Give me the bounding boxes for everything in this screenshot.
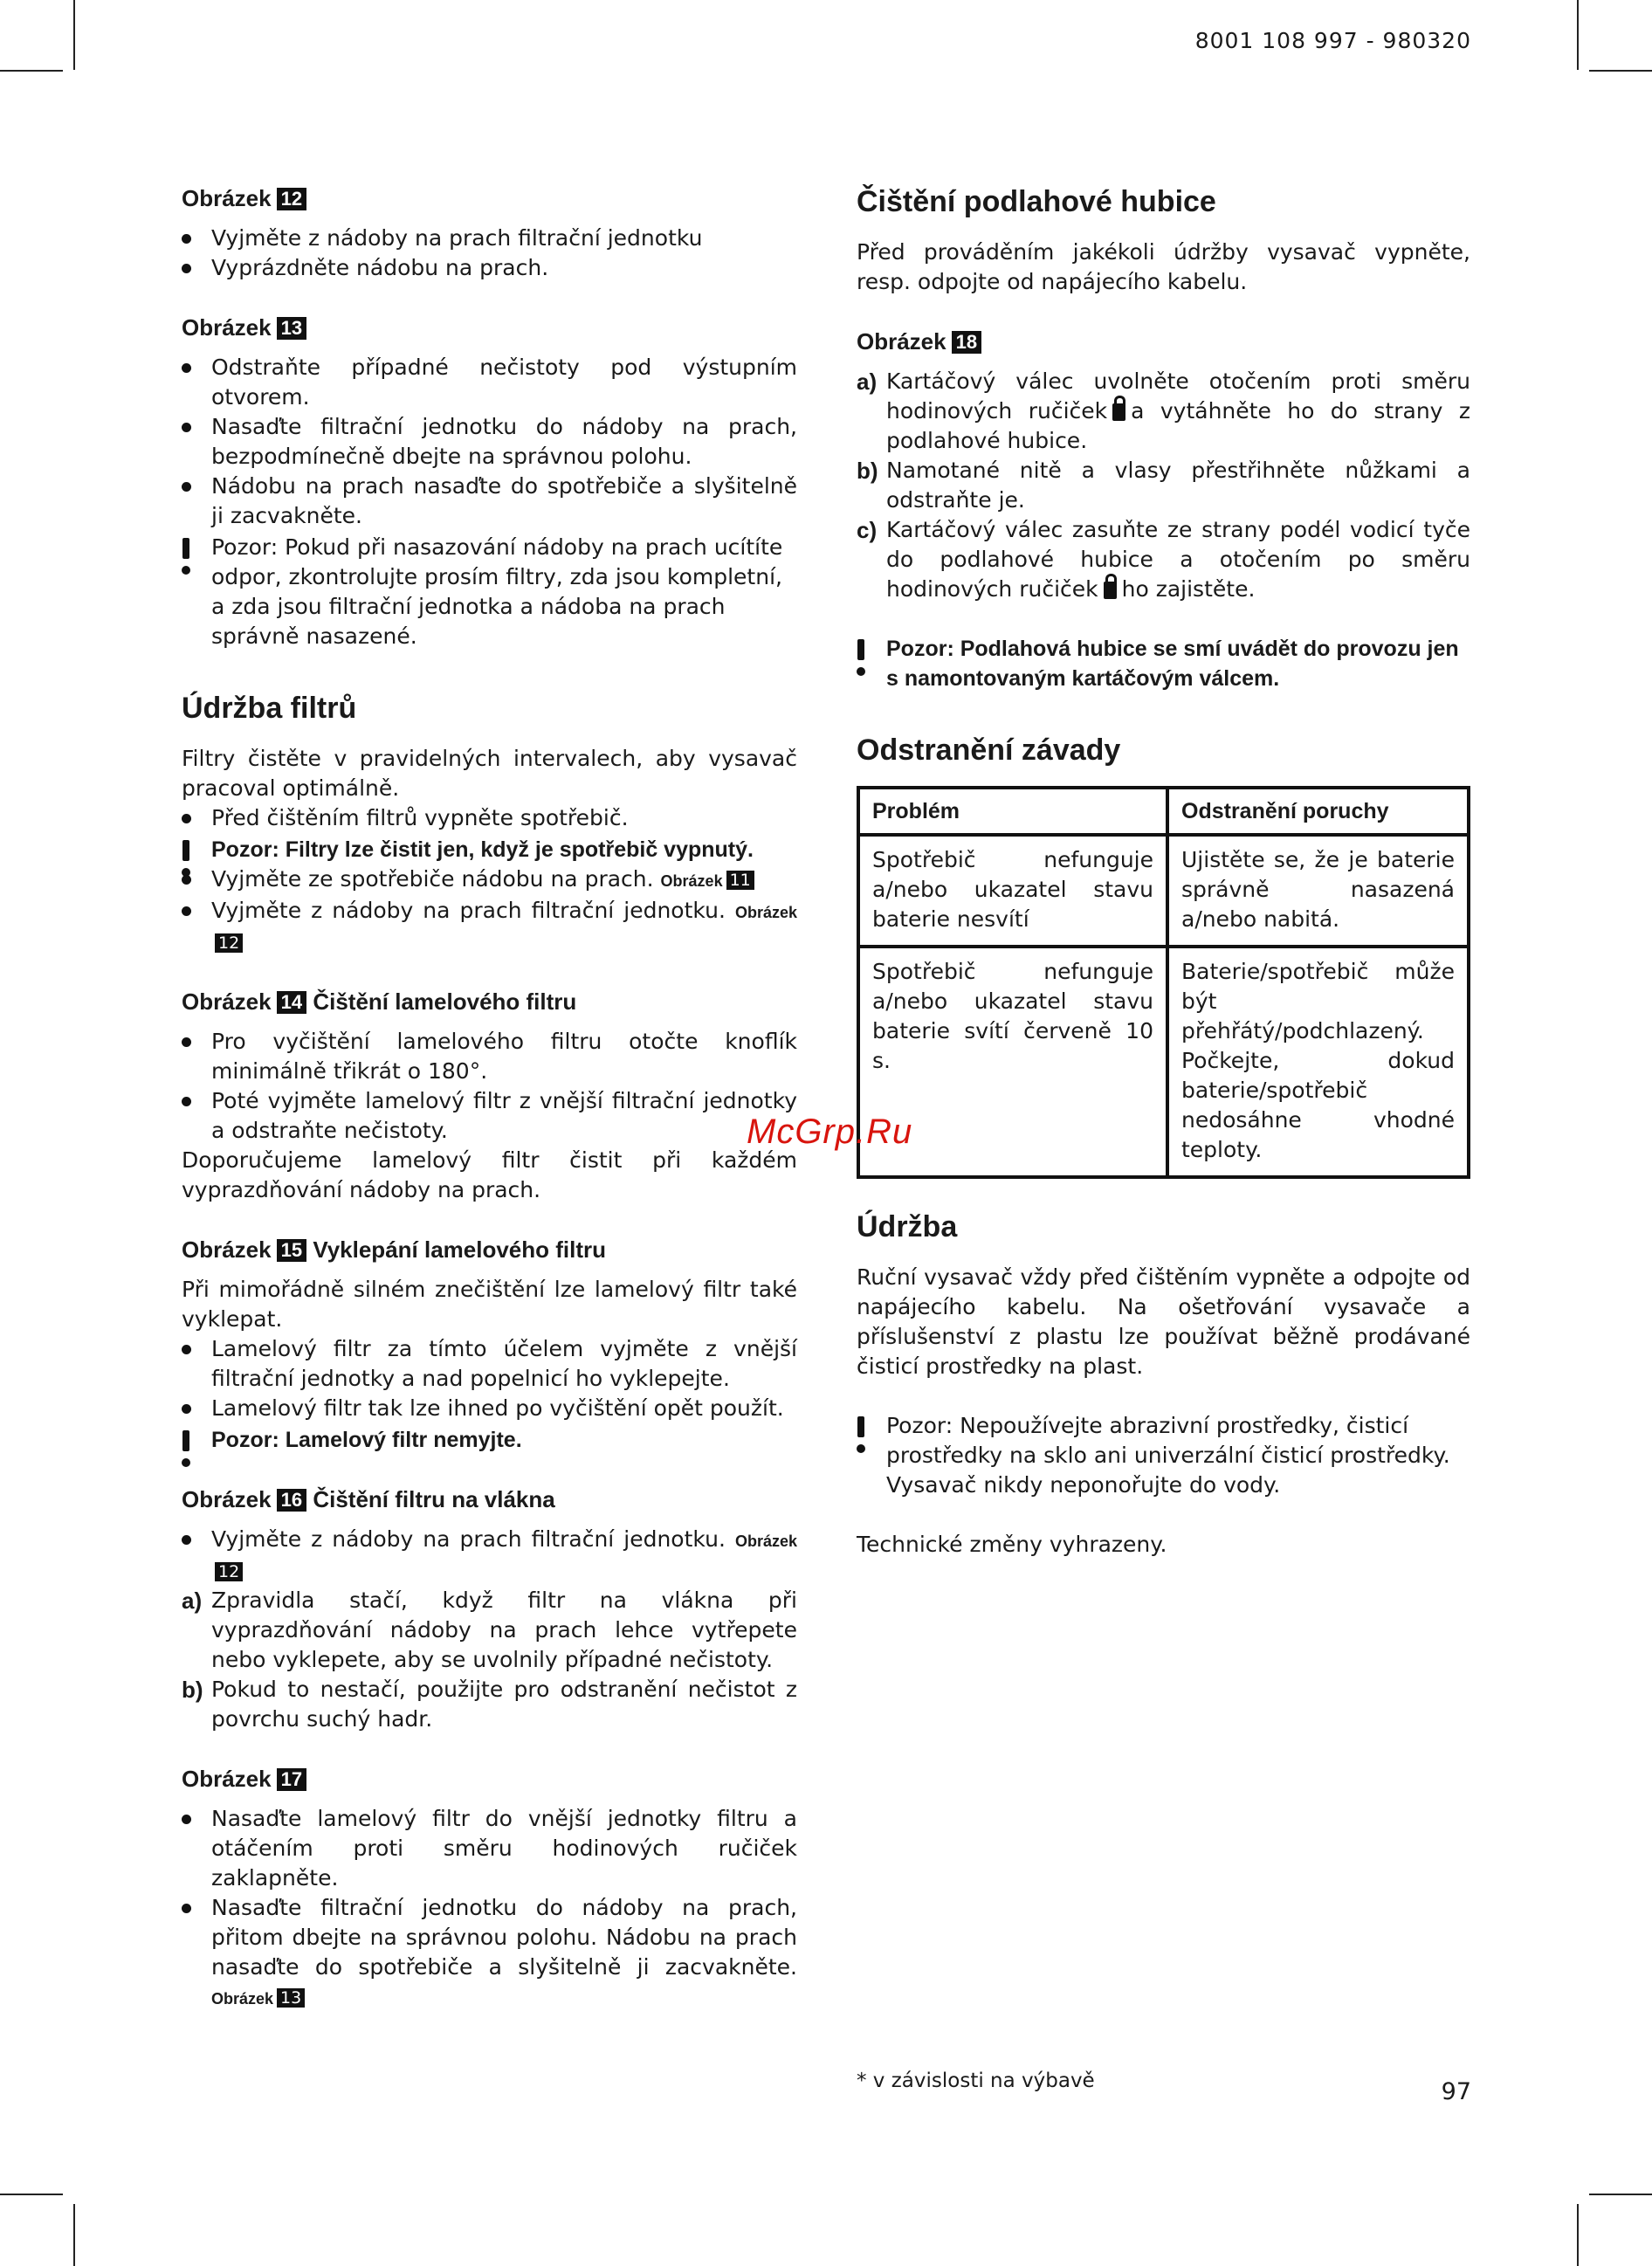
crop-mark [1577,2204,1579,2266]
table-header-row [858,788,1469,835]
crop-mark [1589,70,1652,72]
paragraph: Filtry čistěte v pravidelných intervalech, aby vysavač pracoval optimálně. [182,746,797,801]
crop-mark [73,0,75,70]
figure-17-heading: Obrázek 17 [182,1764,797,1794]
crop-mark [73,2204,75,2266]
table-row [858,947,1469,1177]
troubleshooting-table [857,786,1470,1179]
figure-16-heading: Obrázek 16 Čištění filtru na vlákna [182,1486,555,1512]
warning-note: Pozor: Lamelový filtr nemyjte. [182,1425,797,1455]
crop-mark [1589,2194,1652,2195]
bullet-icon [182,906,191,916]
bullet-icon [182,814,191,823]
list-item: Pro vyčištění lamelového filtru otočte knoflík minimálně třikrát o 180°. [182,1027,797,1086]
warning-note: Pozor: Pokud při nasazování nádoby na prach ucítíte odpor, zkontrolujte prosím filtry, zda jsou kompletní, a zda jsou filtrační jednotka a nádoba na prach správně nasazené. [182,533,797,651]
bullet-icon [182,234,191,244]
paragraph: Doporučujeme lamelový filtr čistit při každém vyprazdňování nádoby na prach. [182,1147,797,1202]
lock-icon [1104,582,1117,599]
warning-icon [857,1416,864,1437]
list-item: a) Zpravidla stačí, když filtr na vlákna při vyprazdňování nádoby na prach lehce vytřepete nebo vyklepete, aby se uvolnily případné nečistoty. [182,1588,797,1672]
table-header: Odstranění poruchy [1167,788,1469,835]
table-cell: Baterie/spotřebič může být přehřátý/podchlazený. Počkejte, dokud baterie/spotřebič nedosáhne vhodné teploty. [1167,947,1469,1177]
bullet-icon [182,1535,191,1545]
table-cell: Ujistěte se, že je baterie správně nasazená a/nebo nabitá. [1167,835,1469,947]
list-item: Vyjměte ze spotřebiče nádobu na prach. Obrázek 11 [182,864,797,896]
bullet-icon [182,1037,191,1047]
warning-icon [182,840,189,861]
figure-14-heading: Obrázek 14 Čištění lamelového filtru [182,988,577,1015]
list-item: Vyjměte z nádoby na prach filtrační jednotku [182,224,797,253]
technical-changes-note: Technické změny vyhrazeny. [857,1532,1167,1557]
list-item: a) Kartáčový válec uvolněte otočením proti směru hodinových ručiček a vytáhněte ho do strany z podlahové hubice. [857,368,1471,453]
crop-mark [1577,0,1579,70]
list-item: Lamelový filtr za tímto účelem vyjměte z vnější filtrační jednotky a nad popelnicí ho vyklepejte. [182,1334,797,1394]
section-heading-troubleshooting: Odstranění závady [857,734,1121,767]
warning-note: Pozor: Filtry lze čistit jen, když je spotřebič vypnutý. [182,835,797,864]
section-heading-maintenance: Údržba [857,1210,958,1243]
list-item: Nasaďte filtrační jednotku do nádoby na prach, přitom dbejte na správnou polohu. Nádobu na prach nasaďte do spotřebiče a slyšitelně ji zacvakněte. Obrázek 13 [182,1893,797,2014]
list-item: Nasaďte filtrační jednotku do nádoby na prach, bezpodmínečně dbejte na správnou polohu. [182,412,797,472]
warning-note: Pozor: Nepoužívejte abrazivní prostředky, čisticí prostředky na sklo ani univerzální čisticí prostředky. Vysavač nikdy neponořujte do vody. [857,1411,1470,1500]
paragraph: Před prováděním jakékoli údržby vysavač vypněte, resp. odpojte od napájecího kabelu. [857,239,1470,294]
list-item: c) Kartáčový válec zasuňte ze strany podél vodicí tyče do podlahové hubice a otočením po směru hodinových ručiček ho zajistěte. [857,517,1470,602]
bullet-icon [182,1404,191,1414]
footnote: * v závislosti na výbavě [857,2070,1095,2092]
document-id: 8001 108 997 - 980320 [1194,28,1471,53]
figure-18-heading: Obrázek 18 [857,327,1470,356]
warning-icon [182,1430,189,1451]
section-heading-floor-nozzle: Čištění podlahové hubice [857,185,1216,218]
list-item: Odstraňte případné nečistoty pod výstupním otvorem. [182,353,797,412]
figure-13-heading: Obrázek 13 [182,313,797,342]
bullet-icon [182,1097,191,1106]
warning-icon [857,639,864,660]
unlock-icon [1112,403,1125,421]
bullet-icon [182,1345,191,1354]
section-heading-filter-maintenance: Údržba filtrů [182,692,357,725]
paragraph: Ruční vysavač vždy před čištěním vypněte a odpojte od napájecího kabelu. Na ošetřování vysavače a příslušenství z plastu lze používat běžně prodávané čisticí prostředky na plast. [857,1264,1470,1379]
bullet-icon [182,363,191,373]
watermark: McGrp.Ru [747,1112,913,1151]
bullet-icon [182,1815,191,1824]
list-item: Před čištěním filtrů vypněte spotřebič. [182,803,797,833]
page-number: 97 [1441,2078,1471,2105]
crop-mark [0,70,63,72]
list-item: Vyjměte z nádoby na prach filtrační jednotku. Obrázek12 [182,896,797,957]
crop-mark [0,2194,63,2195]
list-item: Nádobu na prach nasaďte do spotřebiče a slyšitelně ji zacvakněte. [182,472,797,531]
bullet-icon [182,482,191,492]
list-item: Vyjměte z nádoby na prach filtrační jednotku. Obrázek12 [182,1525,797,1586]
table-cell: Spotřebič nefunguje a/nebo ukazatel stavu baterie svítí červeně 10 s. [858,947,1167,1177]
bullet-icon [182,423,191,432]
list-item: Lamelový filtr tak lze ihned po vyčištění opět použít. [182,1394,797,1423]
figure-12-heading: Obrázek 12 [182,183,797,213]
bullet-icon [182,1904,191,1913]
right-column [857,183,1470,1560]
bullet-icon [182,875,191,885]
list-item: Nasaďte lamelový filtr do vnější jednotky filtru a otáčením proti směru hodinových ručiček zaklapněte. [182,1804,797,1893]
figure-15-heading: Obrázek 15 Vyklepání lamelového filtru [182,1236,607,1263]
table-header: Problém [858,788,1167,835]
list-item: b) Namotané nitě a vlasy přestřihněte nůžkami a odstraňte je. [857,458,1470,513]
list-item: b) Pokud to nestačí, použijte pro odstranění nečistot z povrchu suchý hadr. [182,1677,797,1732]
list-item: Vyprázdněte nádobu na prach. [182,253,797,283]
paragraph: Při mimořádně silném znečištění lze lamelový filtr také vyklepat. [182,1277,797,1332]
list-item: Poté vyjměte lamelový filtr z vnější filtrační jednotky a odstraňte nečistoty. [182,1086,797,1146]
bullet-icon [182,264,191,273]
left-column [182,183,797,2014]
table-cell: Spotřebič nefunguje a/nebo ukazatel stavu baterie nesvítí [858,835,1167,947]
table-row [858,835,1469,947]
warning-icon [182,538,189,559]
warning-note: Pozor: Podlahová hubice se smí uvádět do provozu jen s namontovaným kartáčovým válcem. [857,634,1470,693]
